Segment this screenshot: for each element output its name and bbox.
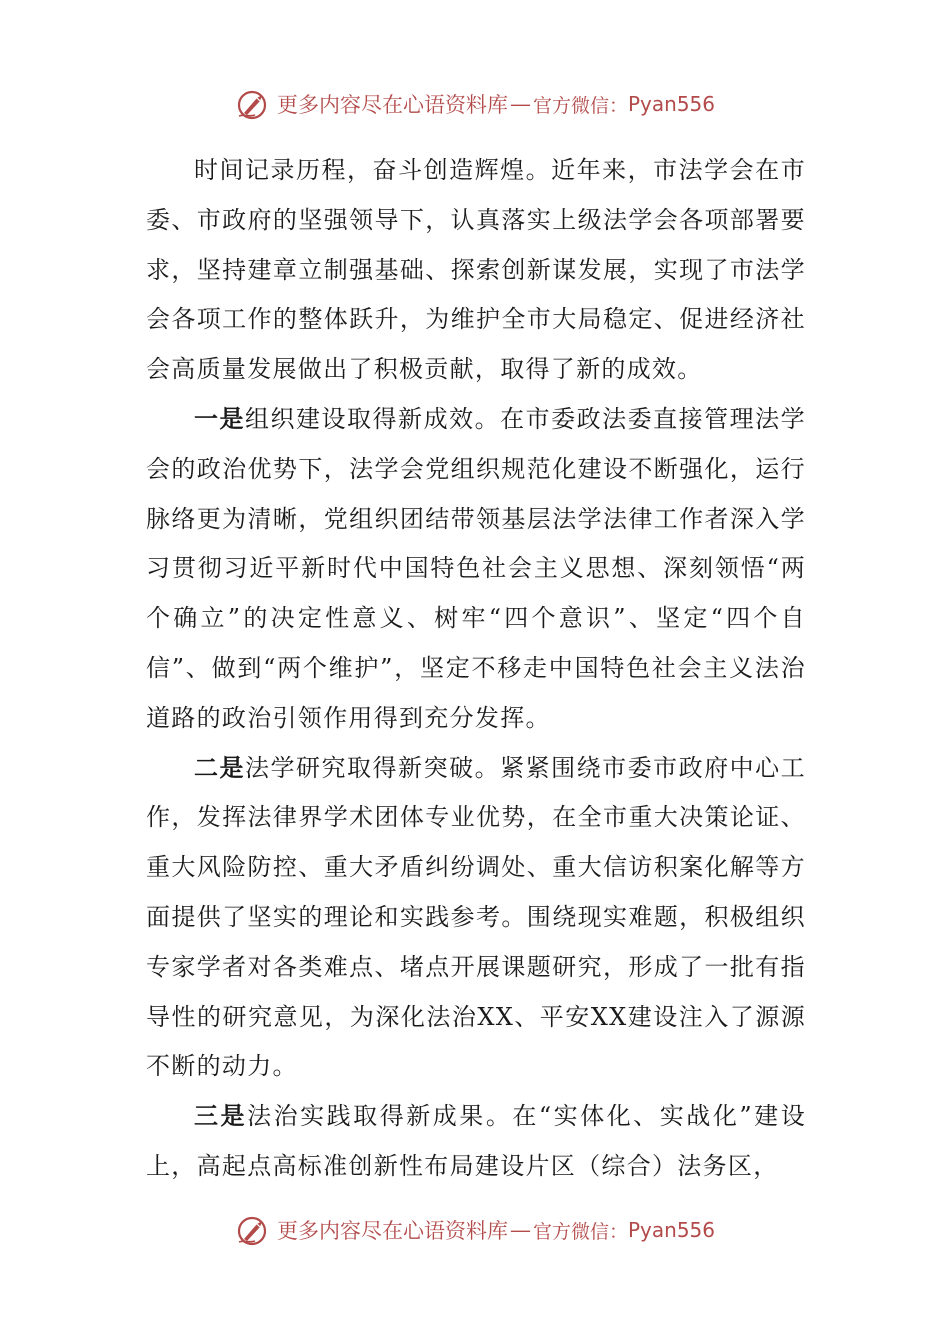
header-wechat-id: Pyan556 [628, 92, 716, 116]
footer-wechat-label: 官方微信： [532, 1220, 628, 1243]
footer-wechat-id: Pyan556 [628, 1218, 716, 1242]
intro-paragraph: 时间记录历程，奋斗创造辉煌。近年来，市法学会在市委、市政府的坚强领导下，认真落实上级法学会各项部署要求，坚持建章立制强基础、探索创新谋发展，实现了市法学会各项工作的整体跃升，为维护全市大局稳定、促进经济社会高质量发展做出了积极贡献，取得了新的成效。 [146, 156, 806, 384]
paragraph-2 [146, 744, 806, 1093]
footer-brand: 更多内容尽在心语资料库 [276, 1219, 508, 1243]
pen-nib-circle-icon [235, 86, 271, 122]
header-watermark [0, 84, 950, 124]
document-body [146, 146, 806, 1192]
paragraph-1-lead: 一是 [194, 404, 246, 433]
header-dash: — [509, 92, 531, 116]
paragraph-3 [146, 1092, 806, 1192]
paragraph-2-text: 法学研究取得新突破。紧紧围绕市委市政府中心工作，发挥法律界学术团体专业优势，在全市重大决策论证、重大风险防控、重大矛盾纠纷调处、重大信访积案化解等方面提供了坚实的理论和实践参考。围绕现实难题，积极组织专家学者对各类难点、堵点开展课题研究，形成了一批有指导性的研究意见，为深化法治XX、平安XX建设注入了源源不断的动力。 [146, 753, 806, 1081]
paragraph-2-lead: 二是 [194, 753, 246, 782]
footer-dash: — [509, 1218, 531, 1242]
header-wechat-label: 官方微信： [532, 94, 628, 117]
header-brand: 更多内容尽在心语资料库 [276, 93, 508, 117]
paragraph-1 [146, 395, 806, 744]
footer-watermark [0, 1210, 950, 1250]
paragraph-3-lead: 三是 [194, 1102, 248, 1131]
paragraph-3-text: 法治实践取得新成果。在“实体化、实战化”建设上，高起点高标准创新性布局建设片区（综合）法务区， [146, 1102, 806, 1180]
pen-nib-circle-icon [235, 1212, 271, 1248]
paragraph-1-text: 组织建设取得新成效。在市委政法委直接管理法学会的政治优势下，法学会党组织规范化建设不断强化，运行脉络更为清晰，党组织团结带领基层法学法律工作者深入学习贯彻习近平新时代中国特色社会主义思想、深刻领悟“两个确立”的决定性意义、树牢“四个意识”、坚定“四个自信”、做到“两个维护”，坚定不移走中国特色社会主义法治道路的政治引领作用得到充分发挥。 [146, 404, 806, 732]
